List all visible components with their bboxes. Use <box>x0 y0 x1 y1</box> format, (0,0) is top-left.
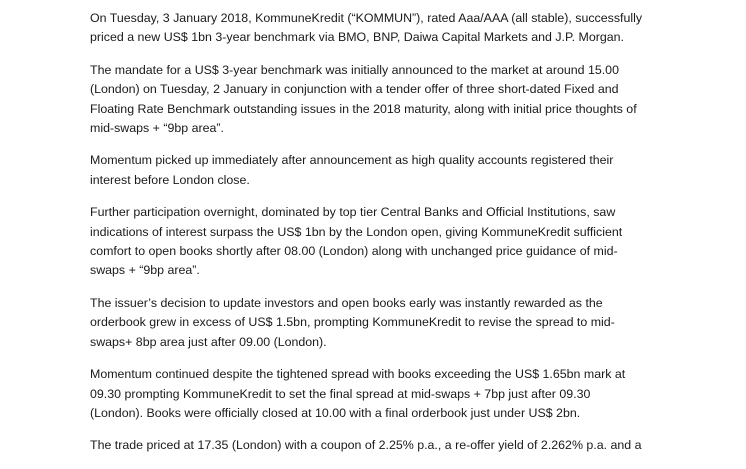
text-line: (London) on Tuesday, 2 January in conjunction with a tender offer of three short-dated Fixed and <box>90 82 619 97</box>
text-line: mid-swaps + “9bp area”. <box>90 121 224 136</box>
paragraph-pricing-announcement <box>90 9 662 48</box>
paragraph-trade-pricing <box>90 436 662 455</box>
text-line: Momentum picked up immediately after announcement as high quality accounts registered their <box>90 153 614 168</box>
text-line: swaps+ 8bp area just after 09.00 (London). <box>90 334 327 349</box>
text-line: On Tuesday, 3 January 2018, KommuneKredit (“KOMMUN”), rated Aaa/AAA (all stable), successfully <box>90 11 643 25</box>
paragraph-overnight-participation <box>90 203 662 281</box>
text-line: Floating Rate Benchmark outstanding issues in the 2018 maturity, along with initial price thoughts of <box>90 101 637 116</box>
paragraph-momentum <box>90 151 662 190</box>
text-line: The mandate for a US$ 3-year benchmark was initially announced to the market at around 15.00 <box>90 62 619 77</box>
text-line: comfort to open books shortly after 08.00 (London) along with unchanged price guidance of mid- <box>90 244 618 259</box>
text-line: The issuer’s decision to update investors and open books early was instantly rewarded as the <box>90 295 603 310</box>
paragraph-final-spread <box>90 365 662 423</box>
text-line: interest before London close. <box>90 172 250 187</box>
document-body <box>90 9 662 469</box>
text-line: indications of interest surpass the US$ 1bn by the London open, giving KommuneKredit sufficient <box>90 224 623 239</box>
text-line: priced a new US$ 1bn 3-year benchmark via BMO, BNP, Daiwa Capital Markets and J.P. Morgan. <box>90 30 624 45</box>
paragraph-orderbook-update <box>90 294 662 352</box>
text-line: swaps + “9bp area”. <box>90 263 200 278</box>
text-line: orderbook grew in excess of US$ 1.5bn, prompting KommuneKredit to revise the spread to mid- <box>90 315 615 330</box>
text-line: 09.30 prompting KommuneKredit to set the final spread at mid-swaps + 7bp just after 09.30 <box>90 386 591 401</box>
text-line: The trade priced at 17.35 (London) with a coupon of 2.25% p.a., a re-offer yield of 2.262% p.a. and a <box>90 438 642 453</box>
text-line: Further participation overnight, dominated by top tier Central Banks and Official Institutions, saw <box>90 205 616 220</box>
text-line: (London). Books were officially closed at 10.00 with a final orderbook just under US$ 2bn. <box>90 405 581 420</box>
text-line: Momentum continued despite the tightened spread with books exceeding the US$ 1.65bn mark at <box>90 367 626 382</box>
paragraph-mandate <box>90 61 662 139</box>
